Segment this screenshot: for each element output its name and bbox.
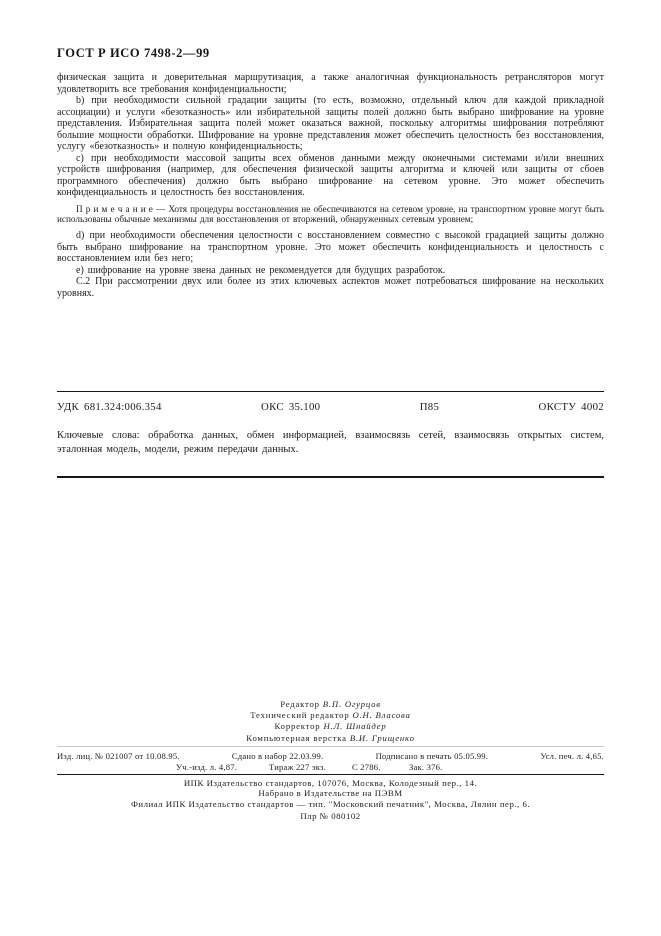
list-item-e: е) шифрование на уровне звена данных не рекомендуется для будущих разработок. <box>76 264 446 276</box>
credit-role: Редактор <box>280 699 320 709</box>
credits-block <box>0 699 661 744</box>
credit-line-layout <box>0 733 661 744</box>
credit-role: Корректор <box>274 721 321 732</box>
classification-row <box>57 401 604 413</box>
credit-line-technical-editor <box>0 710 661 721</box>
credit-line-editor <box>0 699 661 710</box>
imprint-pub-sheets: Уч.-изд. л. 4,87. <box>176 762 238 772</box>
imprint-print-run: Тираж 227 экз. <box>269 762 326 772</box>
imprint-print-sheets: Усл. печ. л. 4,65. <box>540 751 604 761</box>
credit-line-proofreader <box>0 721 661 732</box>
publisher-branch: Филиал ИПК Издательство стандартов — тип. "Московский печатник", Москва, Лялин пер., 6. <box>130 798 531 809</box>
oks-code: ОКС 35.100 <box>261 401 321 413</box>
credit-name: О.Н. Власова <box>352 710 411 721</box>
imprint-typeset-date: Сдано в набор 22.03.99. <box>231 751 324 761</box>
subject-index: П85 <box>419 401 440 413</box>
publisher-typeset-note: Набрано в Издательстве на ПЭВМ <box>258 788 403 799</box>
horizontal-rule-below-imprint <box>57 774 604 775</box>
clause-c2: С.2 При рассмотрении двух или более из этих ключевых аспектов может потребоваться шифрование на нескольких уровнях. <box>57 276 604 299</box>
imprint-row-2 <box>57 762 604 773</box>
credit-name: В.П. Огурцов <box>322 699 381 709</box>
imprint-license-date: Изд. лиц. № 021007 от 10.08.95. <box>57 751 180 761</box>
udk-code: УДК 681.324:006.354 <box>57 401 162 413</box>
horizontal-rule-below-keywords <box>57 476 604 478</box>
list-item-d: d) при необходимости обеспечения целостности с восстановлением совместно с высокой градацией защиты должно быть выбрано шифрование на транспортном уровне. Это может обеспечить конфиденциальность и целостность с восстановлением или без него; <box>57 230 604 265</box>
credit-role: Технический редактор <box>250 710 350 721</box>
paragraph-intro: физическая защита и доверительная маршрутизация, а также аналогичная функциональность ретрансляторов могут удовлетворить все требования конфиденциальности; <box>57 72 604 95</box>
faint-rule-above-imprint <box>57 746 604 747</box>
publisher-block <box>0 778 661 809</box>
publisher-address: ИПК Издательство стандартов, 107076, Москва, Колодезный пер., 14. <box>183 778 478 788</box>
body-text-block <box>57 72 604 299</box>
horizontal-rule-above-udk <box>57 391 604 392</box>
page-header-standard-number: ГОСТ Р ИСО 7498-2—99 <box>57 46 210 60</box>
credit-name: В.И. Грищенко <box>349 732 415 743</box>
imprint-row-1 <box>57 751 604 761</box>
keywords-paragraph: Ключевые слова: обработка данных, обмен информацией, взаимосвязь сетей, взаимосвязь открытых систем, эталонная модель, модели, режим передачи данных. <box>57 430 604 455</box>
print-license-number: Плр № 080102 <box>300 811 361 821</box>
list-item-b: b) при необходимости сильной градации защиты (то есть, возможно, отдельный ключ для каждой прикладной ассоциации) и услуги «безотказность» или избирательной защиты полей должно быть выбрано шифрование на уровне представления. Избирательная защита полей может оказаться важной, поскольку алгоритмы шифрования потребляют большие мощности обработки. Шифрование на уровне представления может обеспечить целостность без восстановления, услугу «безотказность» и полную конфиденциальность; <box>57 95 604 152</box>
note-paragraph: П р и м е ч а н и е — Хотя процедуры восстановления не обеспечиваются на сетевом уровне, на транспортном уровне могут быть использованы обычные механизмы для восстановления от вторжений, обнаруженных сетевым уровнем; <box>57 203 604 225</box>
credit-role: Компьютерная верстка <box>246 732 347 743</box>
okstu-code: ОКСТУ 4002 <box>538 401 604 413</box>
imprint-print-date: Подписано в печать 05.05.99. <box>375 751 489 761</box>
imprint-c-number: С 2786. <box>352 762 381 772</box>
credit-name: Н.Л. Шнайдер <box>323 721 387 732</box>
imprint-order-number: Зак. 376. <box>409 762 443 772</box>
list-item-c: с) при необходимости массовой защиты всех обменов данными между оконечными системами и/или внешних устройств шифрования (например, для обеспечения физической защиты алгоритма и ключей или защиты от сбоев программного обеспечения) должно быть выбрано шифрование на сетевом уровне. Это может обеспечить конфиденциальность и целостность без восстановления. <box>57 152 604 198</box>
